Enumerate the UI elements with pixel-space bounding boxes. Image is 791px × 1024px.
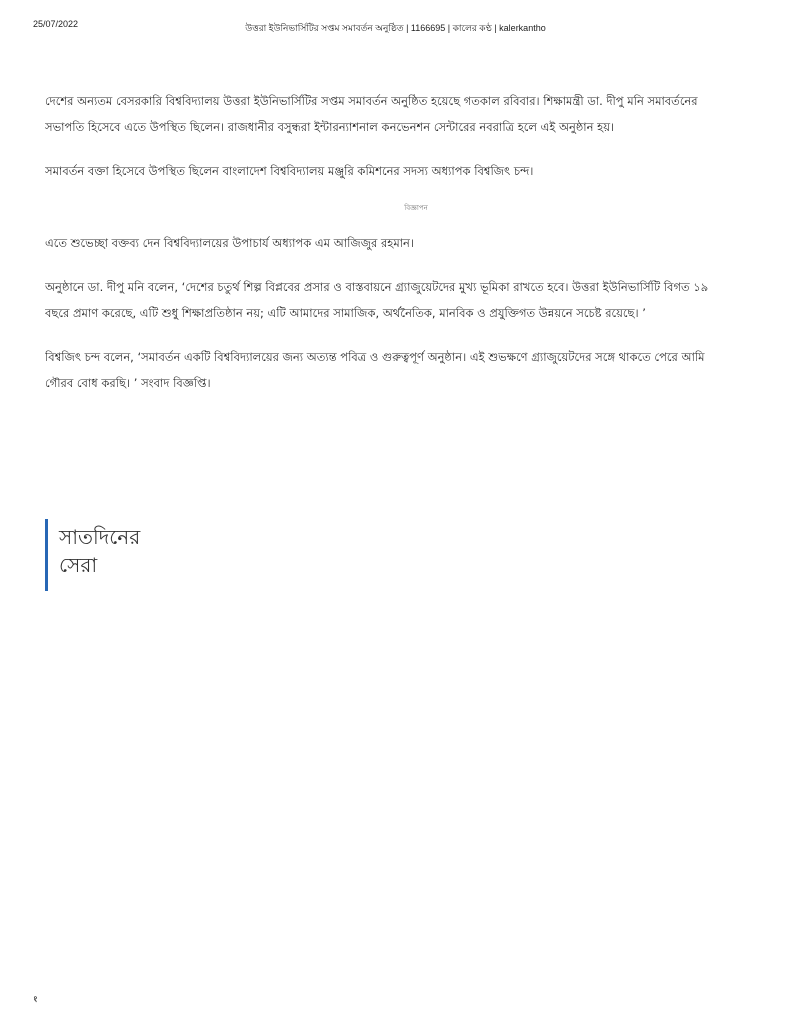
article-paragraph: [45, 230, 787, 256]
paragraph-line: সভাপতি হিসেবে এতে উপস্থিত ছিলেন। রাজধানীর বসুন্ধরা ইন্টারন্যাশনাল কনভেনশন সেন্টারের নবরাত্রি হলে এই অনুষ্ঠান হয়।: [45, 120, 615, 134]
paragraph-line: বছরে প্রমাণ করেছে, এটি শুধু শিক্ষাপ্রতিষ্ঠান নয়; এটি আমাদের সামাজিক, অর্থনৈতিক, মানবিক ও প্রযুক্তিগত উন্নয়নে সচেষ্ট রয়েছে। ’: [45, 306, 646, 320]
print-date: 25/07/2022: [33, 19, 79, 29]
paragraph-line: গৌরব বোধ করছি। ’ সংবাদ বিজ্ঞপ্তি।: [45, 376, 211, 390]
paragraph-line: অনুষ্ঠানে ডা. দীপু মনি বলেন, ‘দেশের চতুর্থ শিল্প বিপ্লবের প্রসার ও বাস্তবায়নে গ্র্যাজুয়েটদের মুখ্য ভূমিকা রাখতে হবে। উত্তরা ইউনিভার্সিটি বিগত ১৯: [45, 280, 709, 294]
advertisement-label: বিজ্ঞাপন: [404, 204, 428, 212]
paragraph-line: বিশ্বজিৎ চন্দ বলেন, ‘সমাবর্তন একটি বিশ্ববিদ্যালয়ের জন্য অত্যন্ত পবিত্র ও গুরুত্বপূর্ণ অনুষ্ঠান। এই শুভক্ষণে গ্র্যাজুয়েটদের সঙ্গে থাকতে পেরে আমি: [45, 350, 705, 364]
article-paragraph: [45, 158, 787, 184]
paragraph-line: দেশের অন্যতম বেসরকারি বিশ্ববিদ্যালয় উত্তরা ইউনিভার্সিটির সপ্তম সমাবর্তন অনুষ্ঠিত হয়েছে গতকাল রবিবার। শিক্ষামন্ত্রী ডা. দীপু মনি সমাবর্তনের: [45, 94, 698, 108]
section-heading-line: সেরা: [59, 553, 98, 577]
article-body: [45, 88, 787, 414]
article-paragraph: [45, 274, 787, 326]
paragraph-line: সমাবর্তন বক্তা হিসেবে উপস্থিত ছিলেন বাংলাদেশ বিশ্ববিদ্যালয় মঞ্জুরি কমিশনের সদস্য অধ্যাপক বিশ্বজিৎ চন্দ।: [45, 164, 534, 178]
page-number: १: [33, 995, 38, 1005]
paragraph-line: এতে শুভেচ্ছা বক্তব্য দেন বিশ্ববিদ্যালয়ের উপাচার্য অধ্যাপক এম আজিজুর রহমান।: [45, 236, 415, 250]
print-header: [33, 19, 758, 35]
section-heading-line: সাতদিনের: [59, 525, 141, 549]
section-heading-week-best[interactable]: [45, 519, 140, 591]
article-paragraph: [45, 344, 787, 396]
article-paragraph: [45, 88, 787, 140]
print-page-title: উত্তরা ইউনিভার্সিটির সপ্তম সমাবর্তন অনুষ্ঠিত | 1166695 | কালের কণ্ঠ | kalerkantho: [245, 23, 546, 33]
